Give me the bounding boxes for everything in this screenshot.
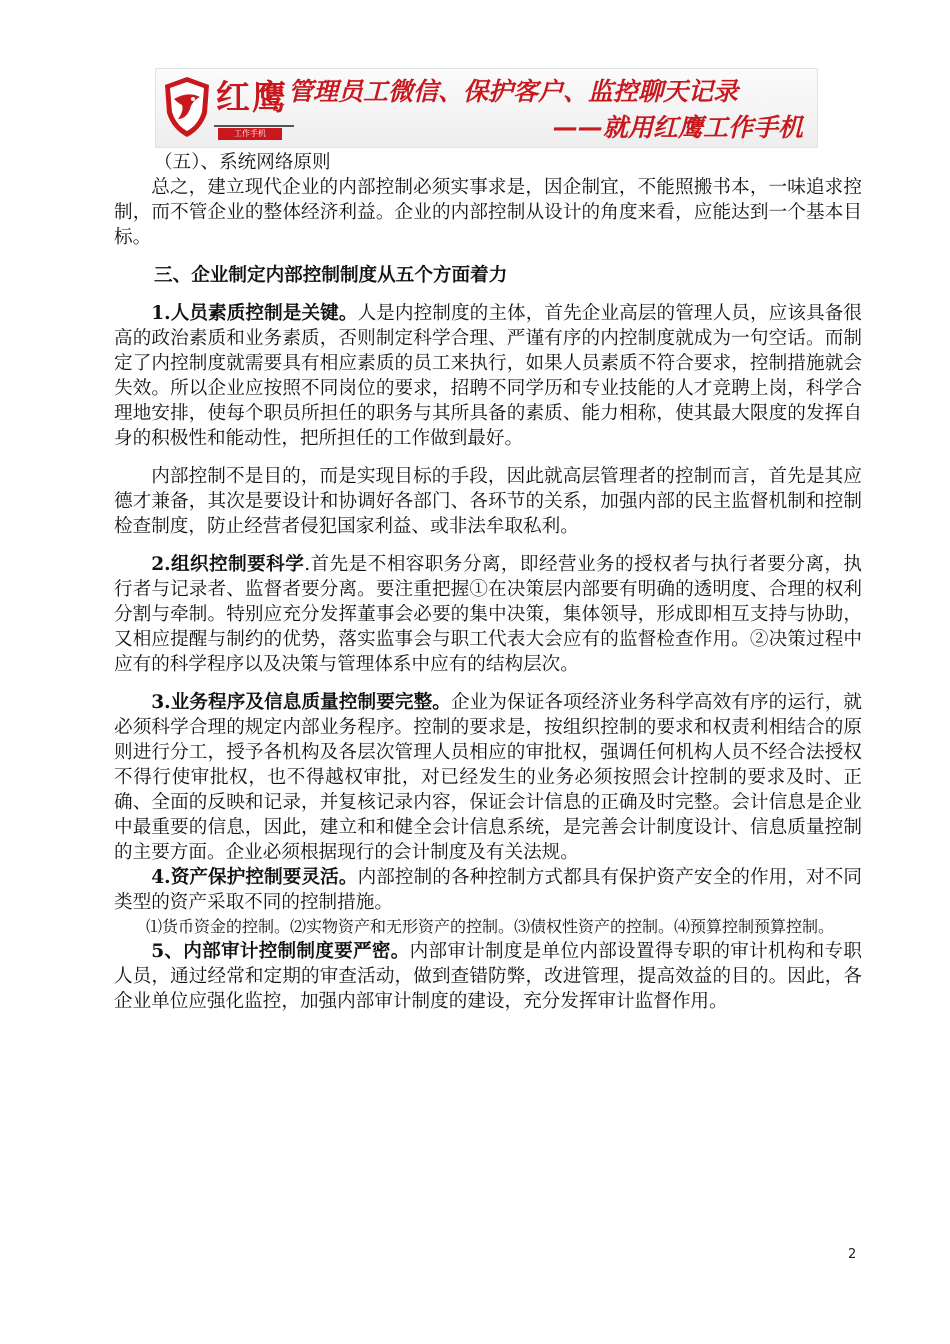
document-body [114, 150, 862, 1014]
item-text: 内部控制的各种控制方式都具有保护资产安全的作用，对不同类型的资产采取不同的控制措施。 [114, 867, 862, 913]
item-text: 企业为保证各项经济业务科学高效有序的运行，就必须科学合理的规定内部业务程序。控制的要求是，按组织控制的要求和权责利相结合的原则进行分工，授予各机构及各层次管理人员相应的审批权，强调任何机构人员不经合法授权不得行使审批权，也不得越权审批，对已经发生的业务必须按照会计控制的要求及时、正确、全面的反映和记录，并复核记录内容，保证会计信息的正确及时完整。会计信息是企业中最重要的信息，因此，建立和和健全会计信息系统，是完善会计制度设计、信息质量控制的主要方面。企业必须根据现行的会计制度及有关法规。 [114, 692, 862, 863]
brand-logo-subtitle: 工作手机 [218, 128, 282, 140]
eagle-shield-icon [162, 75, 212, 139]
paragraph-item-3 [114, 690, 862, 865]
item-lead: 1.人员素质控制是关键。 [151, 303, 358, 324]
item-lead: 3.业务程序及信息质量控制要完整。 [151, 692, 451, 713]
paragraph: 内部控制不是目的，而是实现目标的手段，因此就高层管理者的控制而言，首先是其应德才兼备，其次是要设计和协调好各部门、各环节的关系，加强内部的民主监督机制和控制检查制度，防止经营者侵犯国家利益、或非法牟取私利。 [114, 466, 862, 537]
logo-divider [214, 125, 294, 127]
banner-slogan-line1: 管理员工微信、保护客户、监控聊天记录 [288, 77, 739, 106]
paragraph-item-2 [114, 552, 862, 677]
item-lead: 5、内部审计控制制度要严密。 [151, 941, 410, 962]
banner-slogan-line2: ——就用红鹰工作手机 [552, 113, 803, 142]
item-text: 人是内控制度的主体，首先企业高层的管理人员，应该具备很高的政治素质和业务素质，否则制定科学合理、严谨有序的内控制度就成为一句空话。而制定了内控制度就需要具有相应素质的员工来执行，如果人员素质不符合要求，控制措施就会失效。所以企业应按照不同岗位的要求，招聘不同学历和专业技能的人才竞聘上岗，科学合理地安排，使每个职员所担任的职务与其所具备的素质、能力相称，使其最大限度的发挥自身的积极性和能动性，把所担任的工作做到最好。 [114, 303, 862, 449]
paragraph-item-1 [114, 301, 862, 451]
brand-logo-text: 红鹰 [216, 78, 288, 118]
item-text: 内部审计制度是单位内部设置得专职的审计机构和专职人员，通过经常和定期的审查活动，做到查错防弊，改进管理，提高效益的目的。因此，各企业单位应强化监控，加强内部审计制度的建设，充分发挥审计监督作用。 [114, 941, 862, 1012]
paragraph-item-4 [114, 865, 862, 915]
item-lead: 4.资产保护控制要灵活。 [151, 867, 358, 888]
page-number: 2 [848, 1247, 857, 1262]
item-lead: 2.组织控制要科学 [151, 554, 305, 575]
item-text: .首先是不相容职务分离，即经营业务的授权者与执行者要分离，执行者与记录者、监督者要分离。要注重把握①在决策层内部要有明确的透明度、合理的权利分割与牵制。特别应充分发挥董事会必要的集中决策，集体领导，形成即相互支持与协助，又相应提醒与制约的优势，落实监事会与职工代表大会应有的监督检查作用。②决策过程中应有的科学程序以及决策与管理体系中应有的结构层次。 [114, 554, 862, 675]
ad-banner[interactable] [155, 68, 818, 148]
paragraph: 总之，建立现代企业的内部控制必须实事求是，因企制宜，不能照搬书本，一味追求控制，而不管企业的整体经济利益。企业的内部控制从设计的角度来看，应能达到一个基本目标。 [114, 177, 862, 248]
item-4-sublist: ⑴货币资金的控制。⑵实物资产和无形资产的控制。⑶债权性资产的控制。⑷预算控制预算控制。 [146, 917, 835, 936]
section-heading: 三、企业制定内部控制制度从五个方面着力 [154, 265, 508, 286]
paragraph-item-5 [114, 939, 862, 1014]
section-title: （五）、系统网络原则 [154, 152, 331, 173]
